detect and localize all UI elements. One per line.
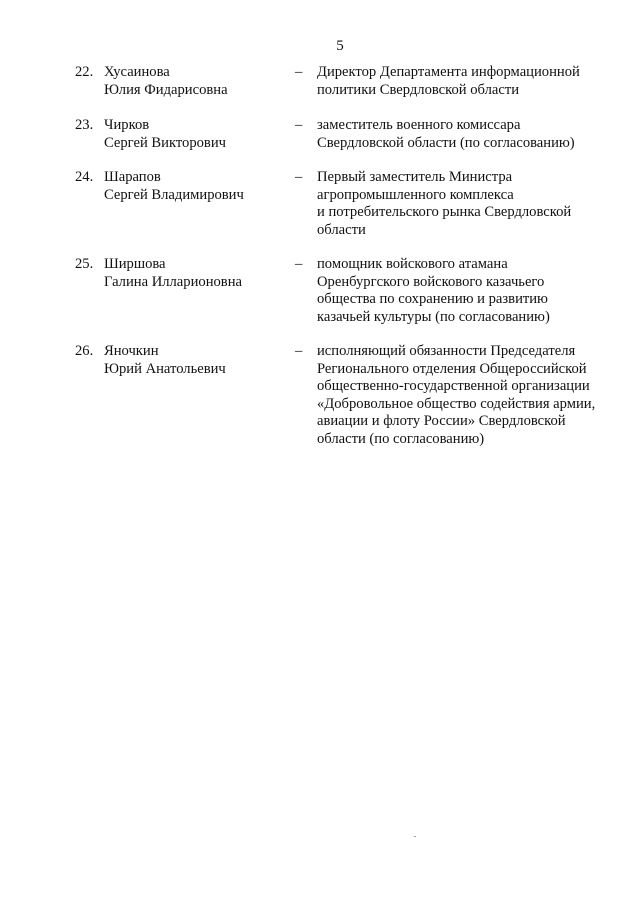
position-text <box>317 64 617 99</box>
position-line: Свердловской области (по согласованию) <box>317 134 575 151</box>
entry-number: 26. <box>75 343 94 359</box>
separator-dash: – <box>295 256 303 272</box>
person-given-names: Юрий Анатольевич <box>104 360 226 377</box>
position-line: и потребительского рынка Свердловской <box>317 204 572 220</box>
person-name <box>104 64 228 99</box>
separator-dash: – <box>295 64 303 80</box>
position-line: помощник войскового атамана <box>317 256 508 272</box>
position-line: политики Свердловской области <box>317 81 520 98</box>
scan-speck <box>414 836 416 837</box>
person-name <box>104 117 226 152</box>
position-line: Оренбургского войскового казачьего <box>317 273 545 290</box>
position-line: области (по согласованию) <box>317 430 485 447</box>
position-line: общественно-государственной организации <box>317 378 590 394</box>
person-name <box>104 169 244 204</box>
entry-number: 22. <box>75 64 94 80</box>
position-line: Первый заместитель Министра <box>317 169 513 185</box>
position-line: агропромышленного комплекса <box>317 186 514 203</box>
person-given-names: Сергей Викторович <box>104 134 226 151</box>
separator-dash: – <box>295 169 303 185</box>
person-surname: Чирков <box>104 117 150 133</box>
page-number: 5 <box>336 38 344 54</box>
separator-dash: – <box>295 343 303 359</box>
person-given-names: Галина Илларионовна <box>104 273 242 290</box>
position-line: казачьей культуры (по согласованию) <box>317 308 550 325</box>
separator-dash: – <box>295 117 303 133</box>
entry-number: 23. <box>75 117 94 133</box>
position-line: Регионального отделения Общероссийской <box>317 360 587 377</box>
position-line: Директор Департамента информационной <box>317 64 580 80</box>
position-text <box>317 117 617 152</box>
entry-number: 24. <box>75 169 94 185</box>
person-given-names: Юлия Фидарисовна <box>104 81 228 98</box>
entry-number: 25. <box>75 256 94 272</box>
position-text <box>317 169 617 239</box>
person-given-names: Сергей Владимирович <box>104 186 244 203</box>
position-text <box>317 343 617 448</box>
person-surname: Яночкин <box>104 343 159 359</box>
position-line: заместитель военного комиссара <box>317 117 521 133</box>
person-name <box>104 256 242 291</box>
position-text <box>317 256 617 326</box>
position-line: общества по сохранению и развитию <box>317 291 548 307</box>
person-surname: Хусаинова <box>104 64 170 80</box>
person-surname: Ширшова <box>104 256 166 272</box>
position-line: исполняющий обязанности Председателя <box>317 343 576 359</box>
position-line: авиации и флоту России» Свердловской <box>317 413 566 429</box>
person-name <box>104 343 226 378</box>
position-line: области <box>317 221 366 238</box>
position-line: «Добровольное общество содействия армии, <box>317 395 596 412</box>
person-surname: Шарапов <box>104 169 161 185</box>
